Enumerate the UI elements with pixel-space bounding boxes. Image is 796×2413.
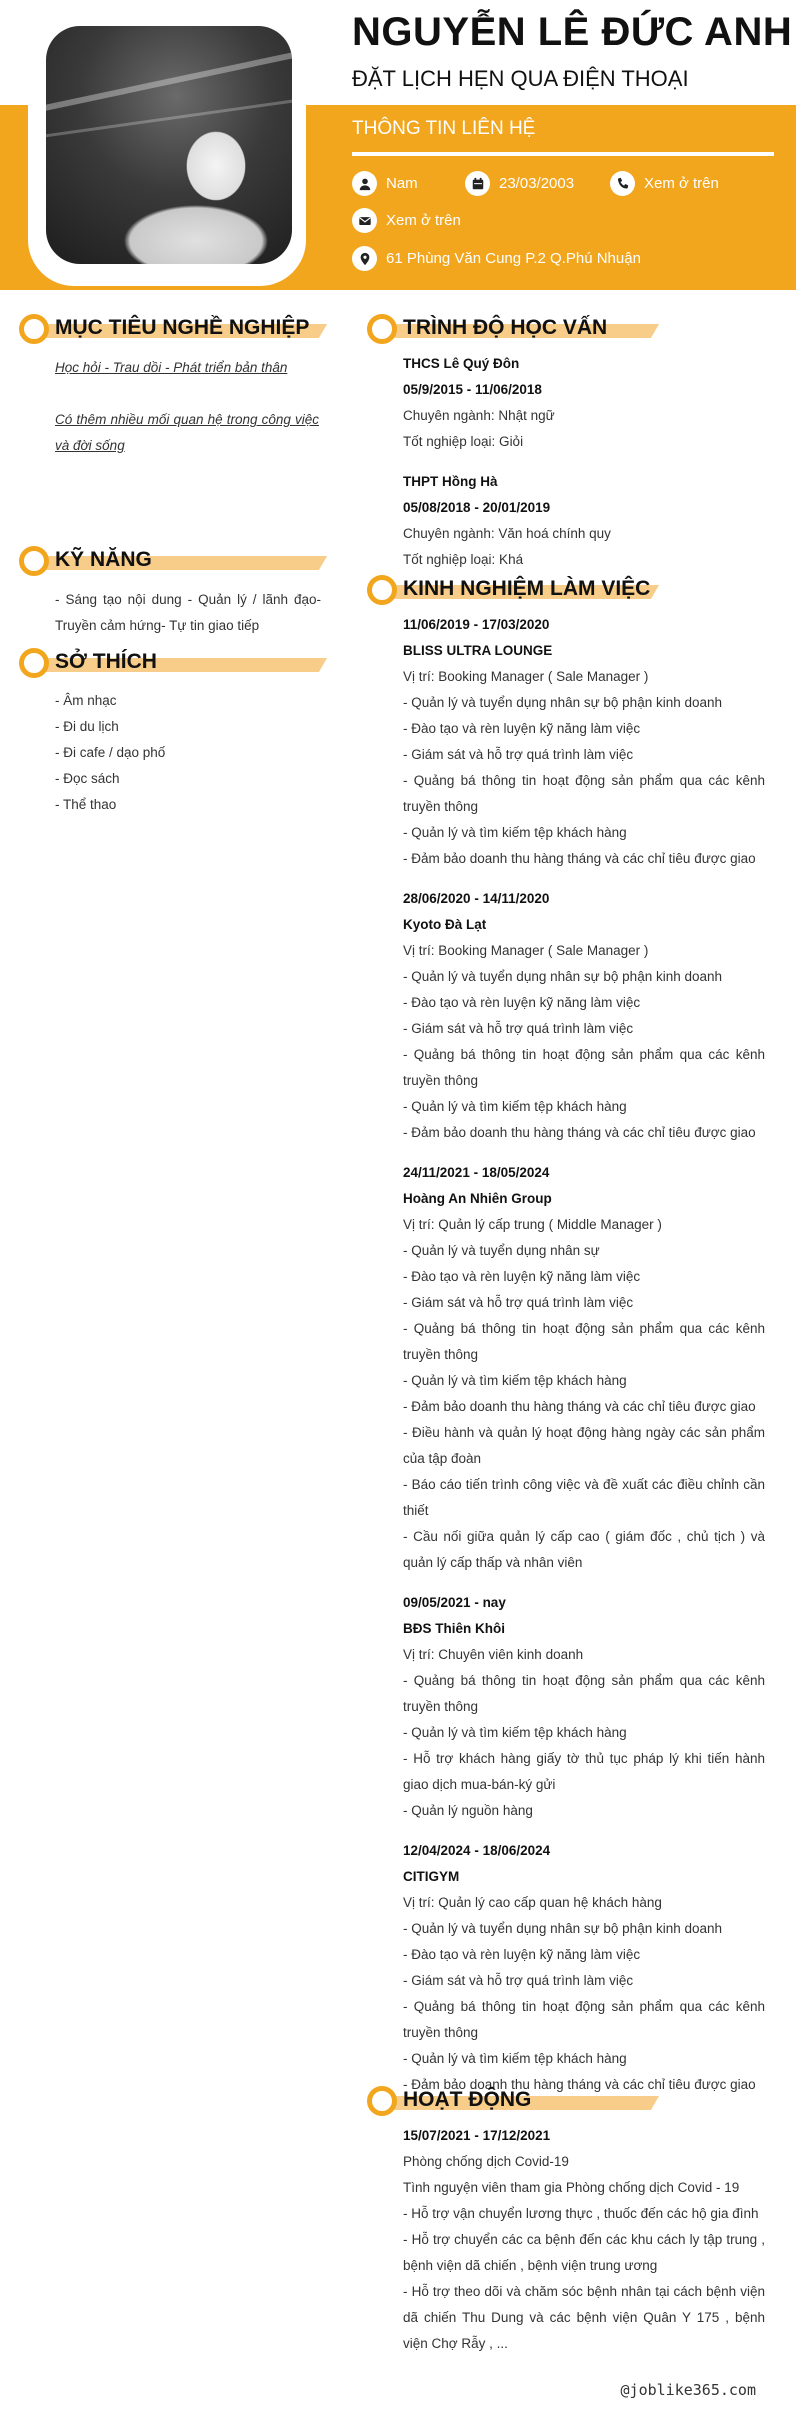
job-detail-line: - Đảm bảo doanh thu hàng tháng và các chỉ tiêu được giao bbox=[403, 851, 756, 866]
dob-value: 23/03/2003 bbox=[499, 175, 575, 192]
avatar bbox=[46, 26, 292, 264]
hobbies-heading bbox=[19, 648, 325, 678]
person-name: NGUYỄN LÊ ĐỨC ANH bbox=[352, 10, 793, 54]
job-detail-line: - Cầu nối giữa quản lý cấp cao ( giám đốc , chủ tịch ) và quản lý cấp thấp và nhân viên bbox=[403, 1529, 765, 1570]
job-detail-line: Vị trí: Booking Manager ( Sale Manager ) bbox=[403, 669, 649, 684]
education-list bbox=[403, 351, 765, 573]
job-detail-line: - Điều hành và quản lý hoạt động hàng ngày các sản phẩm của tập đoàn bbox=[403, 1425, 765, 1466]
company-name: BLISS ULTRA LOUNGE bbox=[403, 643, 553, 658]
section-title: HOẠT ĐỘNG bbox=[403, 2088, 532, 2111]
objective-line: Học hỏi - Trau dồi - Phát triển bản thân bbox=[55, 360, 288, 375]
contact-address bbox=[352, 246, 641, 271]
contact-dob bbox=[465, 171, 574, 196]
footer-watermark: @joblike365.com bbox=[620, 2381, 756, 2399]
section-title: SỞ THÍCH bbox=[55, 650, 157, 673]
activities-list bbox=[403, 2123, 765, 2357]
section-title: KINH NGHIỆM LÀM VIỆC bbox=[403, 577, 651, 600]
contact-gender bbox=[352, 171, 418, 196]
section-title: KỸ NĂNG bbox=[55, 548, 152, 571]
job-detail-line: - Giám sát và hỗ trợ quá trình làm việc bbox=[403, 1973, 634, 1988]
hobby-item: - Đọc sách bbox=[55, 771, 120, 786]
job-entry bbox=[403, 612, 765, 872]
education-period: 05/08/2018 - 20/01/2019 bbox=[403, 500, 551, 515]
education-major: Chuyên ngành: Văn hoá chính quy bbox=[403, 526, 611, 541]
education-period: 05/9/2015 - 11/06/2018 bbox=[403, 382, 542, 397]
mail-icon bbox=[352, 208, 377, 233]
education-entry bbox=[403, 351, 765, 455]
school-name: THCS Lê Quý Đôn bbox=[403, 356, 520, 371]
education-entry bbox=[403, 469, 765, 573]
job-detail-line: - Đảm bảo doanh thu hàng tháng và các chỉ tiêu được giao bbox=[403, 2077, 756, 2092]
section-title: MỤC TIÊU NGHỀ NGHIỆP bbox=[55, 316, 310, 339]
job-detail-line: - Quản lý và tìm kiếm tệp khách hàng bbox=[403, 1373, 627, 1388]
job-detail-line: Vị trí: Booking Manager ( Sale Manager ) bbox=[403, 943, 649, 958]
hobby-item: - Đi du lịch bbox=[55, 719, 119, 734]
job-detail-line: - Quản lý và tuyển dụng nhân sự bộ phận kinh doanh bbox=[403, 1921, 723, 1936]
job-detail-line: - Quản lý và tuyển dụng nhân sự bbox=[403, 1243, 600, 1258]
section-title: TRÌNH ĐỘ HỌC VẤN bbox=[403, 316, 608, 339]
hobby-item: - Âm nhạc bbox=[55, 693, 117, 708]
job-detail-line: Vị trí: Quản lý cấp trung ( Middle Manager ) bbox=[403, 1217, 662, 1232]
job-detail-line: - Đảm bảo doanh thu hàng tháng và các chỉ tiêu được giao bbox=[403, 1399, 756, 1414]
education-heading bbox=[367, 314, 657, 344]
education-major: Chuyên ngành: Nhật ngữ bbox=[403, 408, 555, 423]
activity-detail-line: - Hỗ trợ theo dõi và chăm sóc bệnh nhân tại cách bệnh viện dã chiến Thu Dung và các bệnh viện Quân Y 175 , bệnh viện Chợ Rẫy , ... bbox=[403, 2284, 765, 2351]
job-period: 24/11/2021 - 18/05/2024 bbox=[403, 1165, 550, 1180]
job-detail-line: - Hỗ trợ khách hàng giấy tờ thủ tục pháp lý khi tiến hành giao dịch mua-bán-ký gửi bbox=[403, 1751, 765, 1792]
objective-line: Có thêm nhiều mối quan hệ trong công việc và đời sống bbox=[55, 412, 319, 453]
job-detail-line: - Quản lý và tìm kiếm tệp khách hàng bbox=[403, 825, 627, 840]
objective-heading bbox=[19, 314, 325, 344]
activity-detail-line: - Hỗ trợ chuyển các ca bệnh đến các khu cách ly tập trung , bệnh viện dã chiến , bệnh viện trung ương bbox=[403, 2232, 765, 2273]
job-detail-line: - Báo cáo tiến trình công việc và đề xuất các điều chỉnh cần thiết bbox=[403, 1477, 765, 1518]
company-name: CITIGYM bbox=[403, 1869, 460, 1884]
school-name: THPT Hồng Hà bbox=[403, 474, 498, 489]
education-grade: Tốt nghiệp loại: Giỏi bbox=[403, 434, 524, 449]
gender-value: Nam bbox=[386, 175, 418, 192]
subtitle: ĐẶT LỊCH HẸN QUA ĐIỆN THOẠI bbox=[352, 66, 689, 91]
company-name: Hoàng An Nhiên Group bbox=[403, 1191, 552, 1206]
email-value: Xem ở trên bbox=[386, 212, 461, 229]
activity-detail-line: Tình nguyện viên tham gia Phòng chống dịch Covid - 19 bbox=[403, 2180, 740, 2195]
job-detail-line: - Quảng bá thông tin hoạt động sản phẩm qua các kênh truyền thông bbox=[403, 1673, 765, 1714]
job-detail-line: - Quản lý và tìm kiếm tệp khách hàng bbox=[403, 1725, 627, 1740]
section-marker-icon bbox=[19, 314, 49, 344]
experience-list bbox=[403, 612, 765, 2098]
job-detail-line: - Quảng bá thông tin hoạt động sản phẩm qua các kênh truyền thông bbox=[403, 773, 765, 814]
job-period: 09/05/2021 - nay bbox=[403, 1595, 506, 1610]
phone-value: Xem ở trên bbox=[644, 175, 719, 192]
job-detail-line: - Quản lý và tuyển dụng nhân sự bộ phận kinh doanh bbox=[403, 695, 723, 710]
skills-heading bbox=[19, 546, 325, 576]
contact-divider bbox=[352, 152, 774, 156]
calendar-icon bbox=[465, 171, 490, 196]
job-detail-line: - Quản lý và tìm kiếm tệp khách hàng bbox=[403, 1099, 627, 1114]
activity-entry bbox=[403, 2123, 765, 2357]
job-detail-line: - Đảm bảo doanh thu hàng tháng và các chỉ tiêu được giao bbox=[403, 1125, 756, 1140]
job-detail-line: - Đào tạo và rèn luyện kỹ năng làm việc bbox=[403, 721, 641, 736]
skills-text: - Sáng tạo nội dung - Quản lý / lãnh đạo- Truyền cảm hứng- Tự tin giao tiếp bbox=[55, 592, 321, 633]
job-detail-line: - Quản lý và tìm kiếm tệp khách hàng bbox=[403, 2051, 627, 2066]
job-entry bbox=[403, 1590, 765, 1824]
job-period: 11/06/2019 - 17/03/2020 bbox=[403, 617, 550, 632]
section-marker-icon bbox=[367, 575, 397, 605]
job-detail-line: - Quản lý và tuyển dụng nhân sự bộ phận kinh doanh bbox=[403, 969, 723, 984]
contact-phone[interactable] bbox=[610, 171, 719, 196]
contact-email[interactable] bbox=[352, 208, 461, 233]
activity-detail-line: Phòng chống dịch Covid-19 bbox=[403, 2154, 569, 2169]
job-detail-line: - Quảng bá thông tin hoạt động sản phẩm qua các kênh truyền thông bbox=[403, 1999, 765, 2040]
job-detail-line: - Đào tạo và rèn luyện kỹ năng làm việc bbox=[403, 995, 641, 1010]
job-detail-line: - Quảng bá thông tin hoạt động sản phẩm qua các kênh truyền thông bbox=[403, 1321, 765, 1362]
job-period: 28/06/2020 - 14/11/2020 bbox=[403, 891, 550, 906]
job-detail-line: - Quảng bá thông tin hoạt động sản phẩm qua các kênh truyền thông bbox=[403, 1047, 765, 1088]
phone-icon bbox=[610, 171, 635, 196]
section-marker-icon bbox=[19, 648, 49, 678]
job-detail-line: - Giám sát và hỗ trợ quá trình làm việc bbox=[403, 747, 634, 762]
hobby-item: - Đi cafe / dạo phố bbox=[55, 745, 166, 760]
address-value: 61 Phùng Văn Cung P.2 Q.Phú Nhuận bbox=[386, 250, 641, 267]
hobby-list bbox=[55, 688, 321, 818]
job-detail-line: - Đào tạo và rèn luyện kỹ năng làm việc bbox=[403, 1269, 641, 1284]
company-name: BĐS Thiên Khôi bbox=[403, 1621, 505, 1636]
job-entry bbox=[403, 886, 765, 1146]
activity-period: 15/07/2021 - 17/12/2021 bbox=[403, 2128, 551, 2143]
education-grade: Tốt nghiệp loại: Khá bbox=[403, 552, 524, 567]
job-entry bbox=[403, 1838, 765, 2098]
contact-title: THÔNG TIN LIÊN HỆ bbox=[352, 118, 536, 139]
job-detail-line: - Quản lý nguồn hàng bbox=[403, 1803, 533, 1818]
job-detail-line: - Giám sát và hỗ trợ quá trình làm việc bbox=[403, 1021, 634, 1036]
job-entry bbox=[403, 1160, 765, 1576]
company-name: Kyoto Đà Lạt bbox=[403, 917, 487, 932]
activity-detail-line: - Hỗ trợ vận chuyển lương thực , thuốc đến các hộ gia đình bbox=[403, 2206, 759, 2221]
section-marker-icon bbox=[19, 546, 49, 576]
job-detail-line: Vị trí: Chuyên viên kinh doanh bbox=[403, 1647, 584, 1662]
job-period: 12/04/2024 - 18/06/2024 bbox=[403, 1843, 551, 1858]
experience-heading bbox=[367, 575, 657, 605]
job-detail-line: Vị trí: Quản lý cao cấp quan hệ khách hàng bbox=[403, 1895, 662, 1910]
location-pin-icon bbox=[352, 246, 377, 271]
section-marker-icon bbox=[367, 2086, 397, 2116]
activities-heading bbox=[367, 2086, 657, 2116]
job-detail-line: - Đào tạo và rèn luyện kỹ năng làm việc bbox=[403, 1947, 641, 1962]
section-marker-icon bbox=[367, 314, 397, 344]
job-detail-line: - Giám sát và hỗ trợ quá trình làm việc bbox=[403, 1295, 634, 1310]
hobby-item: - Thể thao bbox=[55, 797, 117, 812]
person-icon bbox=[352, 171, 377, 196]
